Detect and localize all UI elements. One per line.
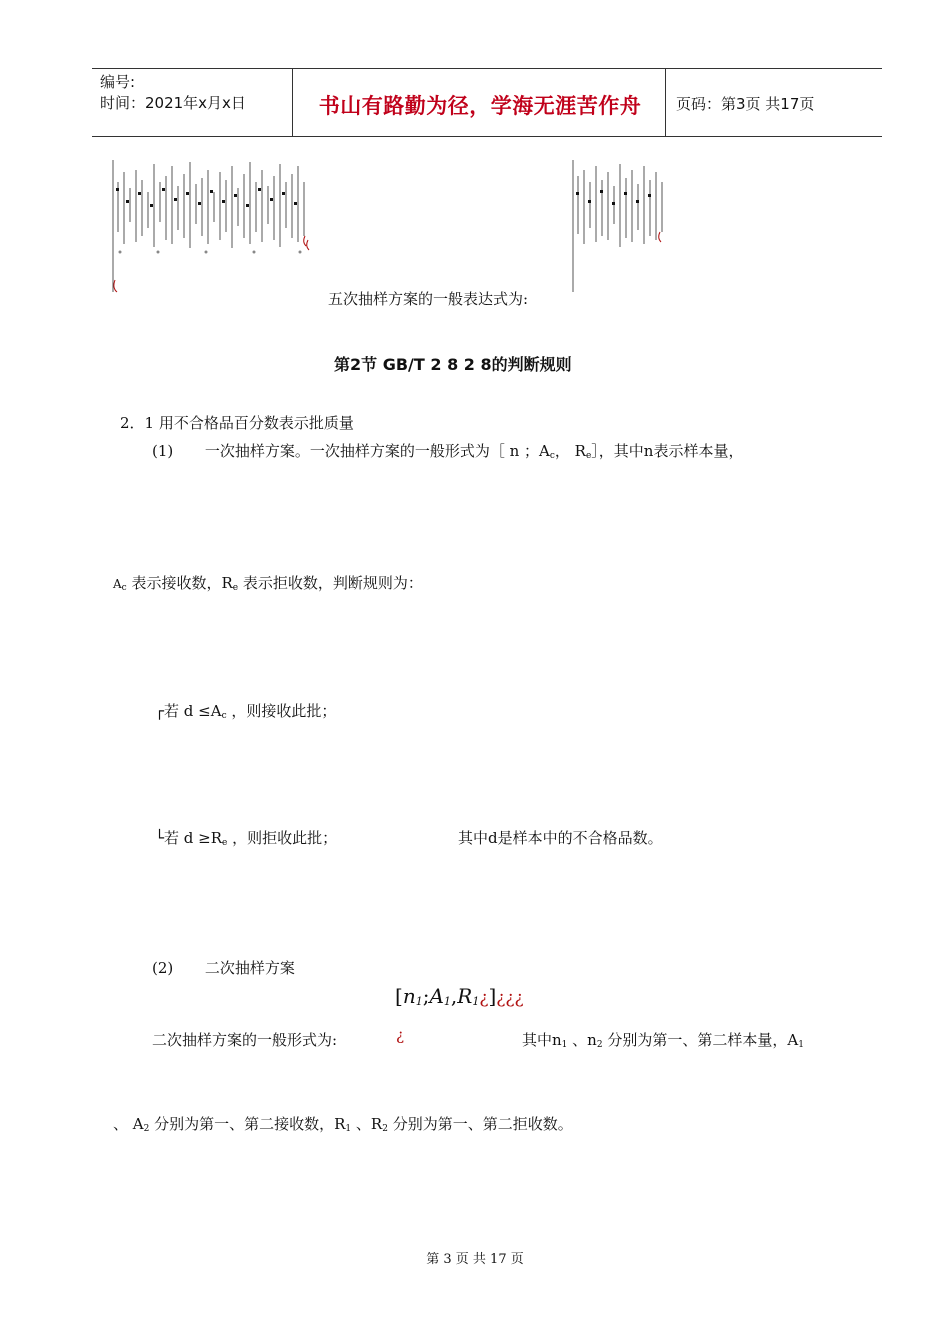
page-footer: 第 3 页 共 17 页 xyxy=(426,1252,524,1267)
rule-reject: └若 $d \ge R_e$ ，则拒收此批； xyxy=(155,829,338,848)
header-motto: 书山有路勤为径，学海无涯苦作舟 xyxy=(318,93,642,118)
rule-accept: ┌若 $d \le A_c$ ，则接收此批； xyxy=(155,702,337,721)
item1-comma: ， R xyxy=(554,442,586,460)
two-stage-lead-mark: ¿ xyxy=(396,1026,405,1044)
item1-text: 一次抽样方案。一次抽样方案的一般形式为［ n ；A xyxy=(204,442,550,460)
item1-label: (1) xyxy=(152,442,174,460)
item1-re-sub: e xyxy=(585,451,592,461)
header-divider-1 xyxy=(292,68,293,136)
two-stage-tail: 其中$n_1$ 、$n_2$ 分别为第一、第二样本量，$A_1$ xyxy=(522,1031,804,1050)
header-page-label: 页码：第3页 共17页 xyxy=(676,95,815,113)
two-stage-lead: 二次抽样方案的一般形式为: xyxy=(152,1031,338,1049)
five-stage-caption: 五次抽样方案的一般表达式为: xyxy=(328,290,529,308)
item1-ac-sub: c xyxy=(549,451,555,461)
sub-title: 2．1 用不合格品百分数表示批质量 xyxy=(120,414,354,432)
header-bottom-rule xyxy=(92,136,882,137)
garbled-formula-image-right xyxy=(570,152,670,300)
item2-line: (2) 二次抽样方案 xyxy=(152,959,295,977)
item1-tail: ］，其中n表示样本量， xyxy=(591,442,744,460)
garbled-formula-image-left xyxy=(110,152,310,300)
last-line: 、 $A_2$ 分别为第一、第二接收数，$R_1$ 、$R_2$ 分别为第一、第二拒收数。 xyxy=(113,1115,573,1134)
header-top-rule xyxy=(92,68,882,69)
line2: $A_c$ 表示接收数，$R_e$ 表示拒收数，判断规则为： xyxy=(113,574,423,593)
section-title: 第2节 GB/T 2 8 2 8的判断规则 xyxy=(334,355,572,374)
time-label: 时间：2021年x月x日 xyxy=(100,94,246,112)
code-label: 编号: xyxy=(100,73,136,91)
header-divider-2 xyxy=(665,68,666,136)
two-stage-formula: $[n_1;A_1,R_1¿]¿¿¿$ xyxy=(395,984,524,1008)
rule-note: 其中d是样本中的不合格品数。 xyxy=(458,829,663,847)
header-meta xyxy=(100,72,246,114)
item1-line xyxy=(152,440,743,461)
